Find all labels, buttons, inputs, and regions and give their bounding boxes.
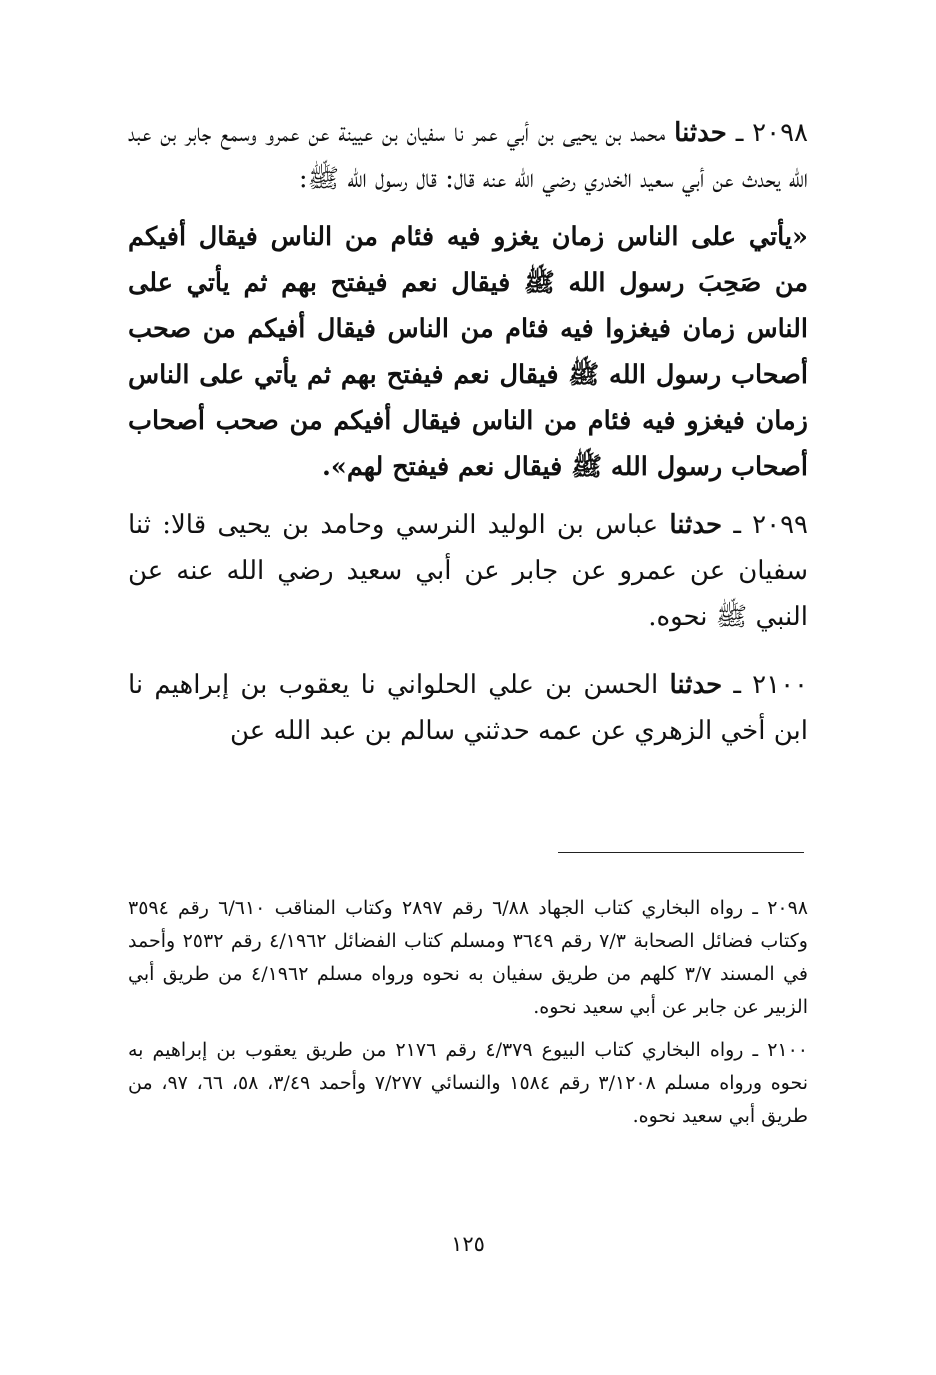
footnote-2100: ٢١٠٠ ـ رواه البخاري كتاب البيوع ٤/٣٧٩ رقم ٢١٧٦ من طريق يعقوب بن إبراهيم به نحوه ورواه مسلم ٣/١٢٠٨ رقم ١٥٨٤ والنسائي ٧/٢٧٧ وأحمد ٣/٤٩، ٥٨، ٦٦، ٩٧، من طريق أبي سعيد نحوه.: [128, 1039, 809, 1127]
footnote-2098: ٢٠٩٨ ـ رواه البخاري كتاب الجهاد ٦/٨٨ رقم ٢٨٩٧ وكتاب المناقب ٦/٦١٠ رقم ٣٥٩٤ وكتاب فضائل الصحابة ٧/٣ رقم ٣٦٤٩ ومسلم كتاب الفضائل ٤/١٩٦٢ رقم ٢٥٣٢ وأحمد في المسند ٣/٧ كلهم من طريق سفيان به نحوه ورواه مسلم ٤/١٩٦٢ من طريق أبي الزبير عن جابر عن أبي سعيد نحوه.: [128, 897, 809, 1018]
hadith-2098-isnad: [128, 110, 808, 202]
hadith-2100: [128, 662, 808, 754]
hadith-number: ٢٠٩٨ ـ: [735, 118, 809, 148]
page-number: ١٢٥: [451, 1232, 485, 1256]
main-text: [128, 110, 808, 766]
isnad-text: محمد بن يحيى بن أبي عمر نا سفيان بن عيينة عن عمرو وسمع جابر بن عبد الله يحدث عن أبي سعيد الخدري رضي الله عنه قال: قال رسول الله ﷺ:: [128, 118, 808, 194]
hadith-text: الحسن بن علي الحلواني نا يعقوب بن إبراهيم نا ابن أخي الزهري عن عمه حدثني سالم بن عبد الله عن: [128, 670, 808, 746]
hadith-number: ٢٠٩٩ ـ: [733, 510, 808, 540]
narration-keyword: حدثنا: [669, 670, 723, 700]
hadith-number: ٢١٠٠ ـ: [733, 670, 808, 700]
hadith-text: عباس بن الوليد النرسي وحامد بن يحيى قالا: ثنا سفيان عن عمرو عن جابر عن أبي سعيد رضي الله عنه عن النبي ﷺ نحوه.: [128, 510, 808, 632]
footnote-separator: [558, 852, 804, 853]
hadith-2099: [128, 502, 808, 640]
footnotes: [128, 892, 808, 1143]
narration-keyword: حدثنا: [669, 510, 723, 540]
hadith-2098-matn: «يأتي على الناس زمان يغزو فيه فئام من الناس فيقال أفيكم من صَحِبَ رسول الله ﷺ فيقال نعم فيفتح بهم ثم يأتي على الناس زمان فيغزوا فيه فئام من الناس فيقال أفيكم من صحب أصحاب رسول الله ﷺ فيقال نعم فيفتح بهم ثم يأتي على الناس زمان فيغزو فيه فئام من الناس فيقال أفيكم من صحب أصحاب أصحاب رسول الله ﷺ فيقال نعم فيفتح لهم».: [128, 222, 808, 482]
narration-keyword: حدثنا: [674, 118, 727, 148]
